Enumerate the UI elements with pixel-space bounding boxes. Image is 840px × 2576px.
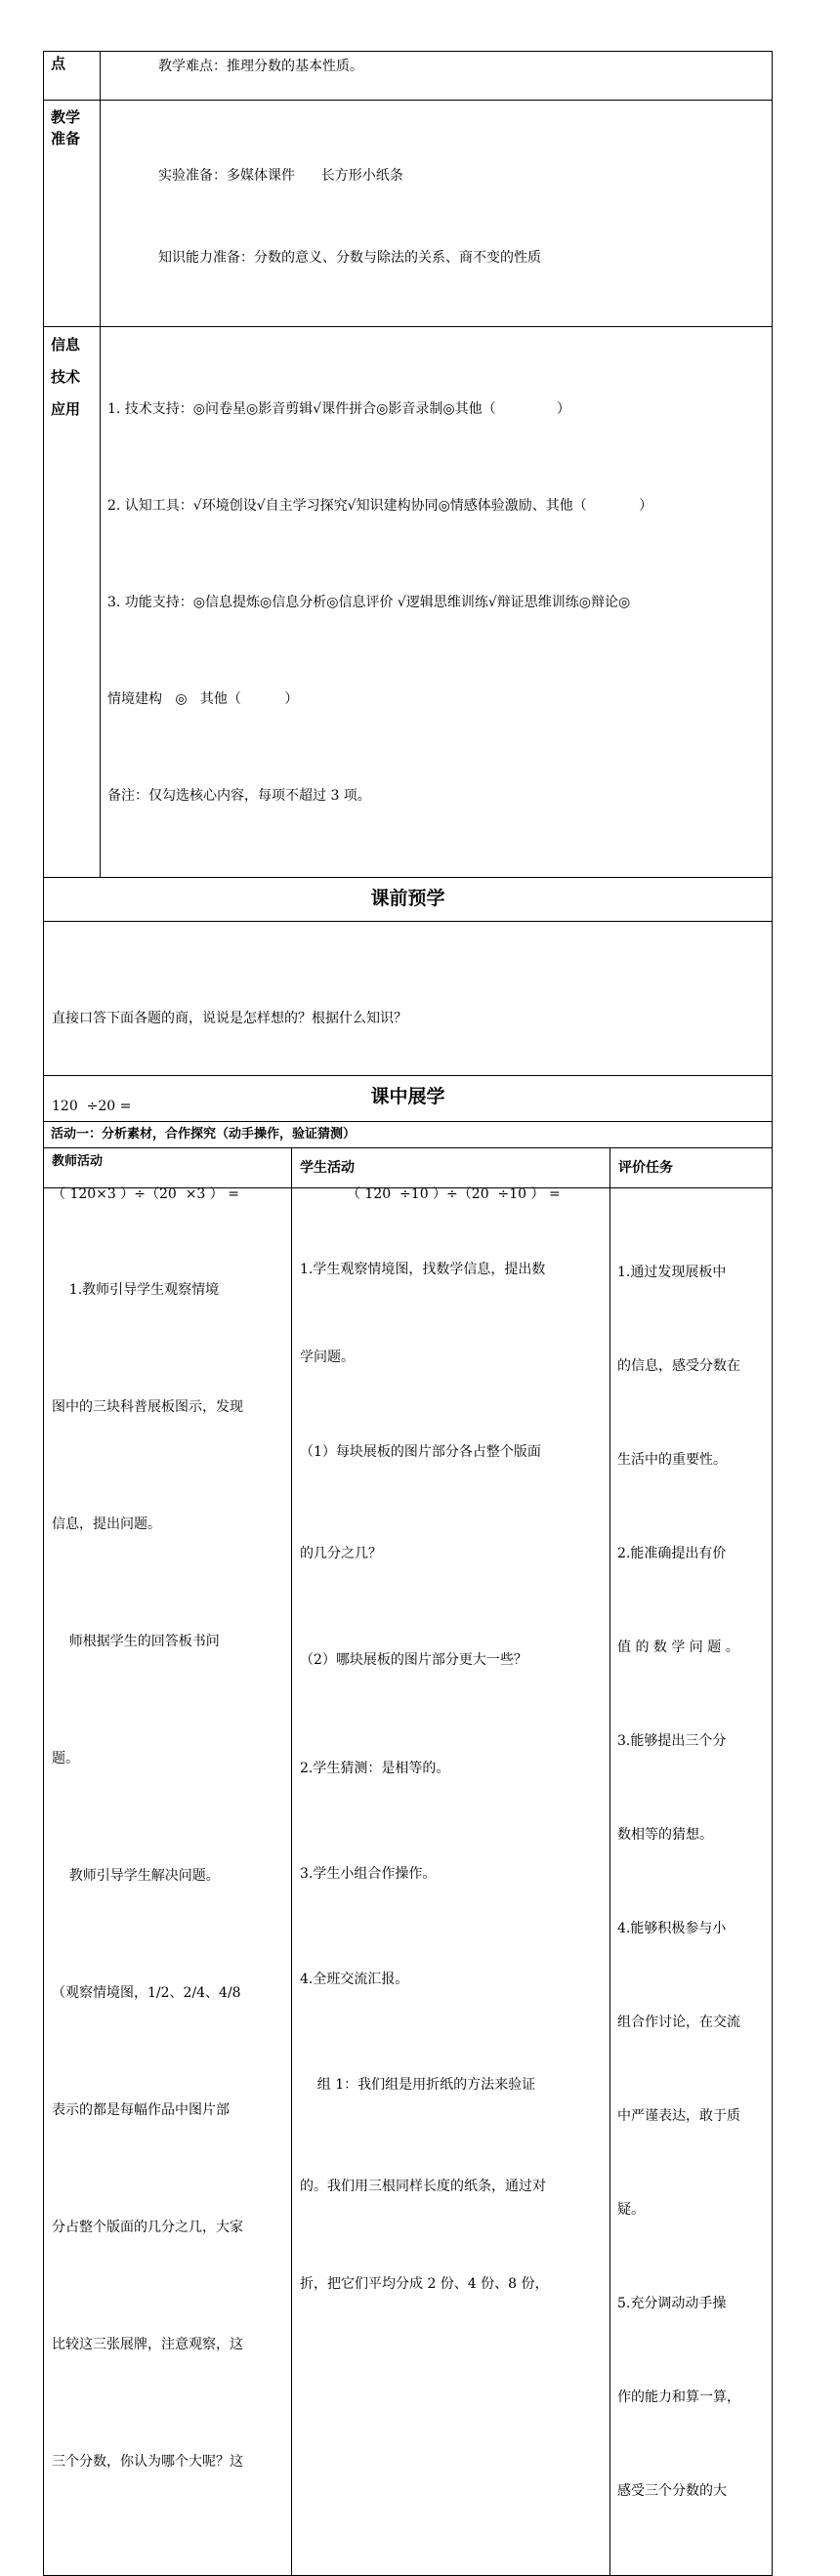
preparation-label-line1: 教学 [51, 108, 81, 126]
activity-title-row [44, 1122, 773, 1148]
activity-content-row [44, 1188, 773, 2576]
preview-question: 直接口答下面各题的商，说说是怎样想的？根据什么知识？ [52, 1011, 407, 1026]
preview-content-row [44, 922, 773, 1076]
student-line: 组 1：我们组是用折纸的方法来验证 [300, 2077, 536, 2093]
info-tech-label-line3: 应用 [51, 400, 81, 418]
student-line: 的几分之几？ [300, 1546, 382, 1561]
teacher-line: 表示的都是每幅作品中图片部 [52, 2102, 230, 2118]
teacher-line: 图中的三块科普展板图示，发现 [52, 1399, 243, 1415]
student-line: 学问题。 [300, 1350, 355, 1365]
teacher-line: 题。 [52, 1751, 79, 1766]
student-activity-cell [292, 1188, 610, 2576]
eval-line: 作的能力和算一算， [617, 2389, 740, 2405]
student-line: 2.学生猜测：是相等的。 [300, 1761, 450, 1776]
eval-line: 组合作讨论，在交流 [617, 2015, 740, 2030]
evaluation-task-cell [610, 1188, 773, 2576]
eval-line: 疑。 [617, 2202, 645, 2218]
eval-line: 感受三个分数的大 [617, 2483, 727, 2499]
eval-line: 4.能够积极参与小 [617, 1921, 727, 1936]
eval-line: 的信息，感受分数在 [617, 1358, 740, 1374]
experiment-prep: 实验准备：多媒体课件 长方形小纸条 [158, 168, 403, 184]
teacher-line: 分占整个版面的几分之几，大家 [52, 2220, 243, 2235]
remark-line: 备注：仅勾选核心内容，每项不超过 3 项。 [107, 788, 371, 804]
teacher-line: 信息，提出问题。 [52, 1517, 161, 1532]
teacher-line: （观察情境图，1/2、2/4、4/8 [52, 1985, 241, 2001]
preview-title-row [44, 878, 773, 922]
eval-line: 值 的 数 学 问 题 。 [617, 1640, 739, 1655]
student-line: （1）每块展板的图片部分各占整个版面 [300, 1444, 541, 1460]
difficulty-text: 教学难点：推理分数的基本性质。 [158, 59, 363, 74]
student-line: 4.全班交流汇报。 [300, 1972, 409, 1987]
info-tech-cell [101, 327, 773, 878]
student-line: 1.学生观察情境图，找数学信息，提出数 [300, 1262, 546, 1277]
activity-title: 活动一：分析素材，合作探究（动手操作，验证猜测） [44, 1122, 773, 1148]
difficulty-label: 点 [44, 52, 101, 101]
teacher-activity-cell [44, 1188, 292, 2576]
eval-line: 中严谨表达，敢于质 [617, 2108, 740, 2124]
info-tech-label-line1: 信息 [51, 336, 81, 353]
eval-line: 3.能够提出三个分 [617, 1733, 727, 1749]
cognitive-tools-line: 2. 认知工具：√环境创设√自主学习探究√知识建构协同◎情感体验激励、其他（ ） [107, 498, 653, 514]
info-tech-row [44, 327, 773, 878]
preparation-row [44, 101, 773, 327]
lesson-plan-table [43, 51, 773, 2576]
student-activity-header: 学生活动 [292, 1148, 610, 1188]
preparation-cell [101, 101, 773, 327]
student-line: 的。我们用三根同样长度的纸条，通过对 [300, 2179, 546, 2194]
teacher-line: 比较这三张展牌，注意观察，这 [52, 2337, 243, 2352]
class-section-title: 课中展学 [44, 1076, 773, 1122]
preview-section-title: 课前预学 [44, 878, 773, 922]
teacher-line: 教师引导学生解决问题。 [52, 1868, 220, 1884]
eval-line: 5.充分调动动手操 [617, 2296, 727, 2311]
teacher-line: 三个分数，你认为哪个大呢？这 [52, 2454, 243, 2470]
knowledge-prep: 知识能力准备：分数的意义、分数与除法的关系、商不变的性质 [158, 250, 541, 266]
preview-equation-2: （ 120×3 ）÷（20 ×3 ） = [52, 1186, 239, 1202]
info-tech-label-line2: 技术 [51, 368, 81, 386]
class-title-row [44, 1076, 773, 1122]
difficulty-row [44, 52, 773, 101]
teacher-line: 1.教师引导学生观察情境 [52, 1282, 220, 1298]
lesson-plan-document [43, 51, 772, 2576]
teacher-line: 师根据学生的回答板书问 [52, 1634, 220, 1649]
preparation-label [44, 101, 101, 327]
student-line: （2）哪块展板的图片部分更大一些？ [300, 1652, 527, 1668]
student-line: 3.学生小组合作操作。 [300, 1866, 437, 1882]
evaluation-task-header: 评价任务 [610, 1148, 773, 1188]
function-support-line-cont: 情境建构 ◎ 其他（ ） [107, 691, 299, 707]
eval-line: 数相等的猜想。 [617, 1827, 713, 1843]
eval-line: 2.能准确提出有价 [617, 1546, 727, 1561]
preview-equation-1: 120 ÷20 = [52, 1099, 132, 1114]
preview-equation-3: （ 120 ÷10 ）÷（20 ÷10 ） = [346, 1186, 561, 1202]
eval-line: 1.通过发现展板中 [617, 1265, 727, 1280]
difficulty-cell [101, 52, 773, 101]
preparation-label-line2: 准备 [51, 130, 81, 147]
function-support-line: 3. 功能支持：◎信息提炼◎信息分析◎信息评价 √逻辑思维训练√辩证思维训练◎辩论◎ [107, 595, 631, 610]
info-tech-label [44, 327, 101, 878]
teacher-activity-header: 教师活动 [44, 1148, 292, 1188]
student-line: 折，把它们平均分成 2 份、4 份、8 份， [300, 2276, 549, 2292]
tech-support-line: 1. 技术支持：◎问卷星◎影音剪辑√课件拼合◎影音录制◎其他（ ） [107, 401, 570, 417]
eval-line: 生活中的重要性。 [617, 1452, 727, 1468]
